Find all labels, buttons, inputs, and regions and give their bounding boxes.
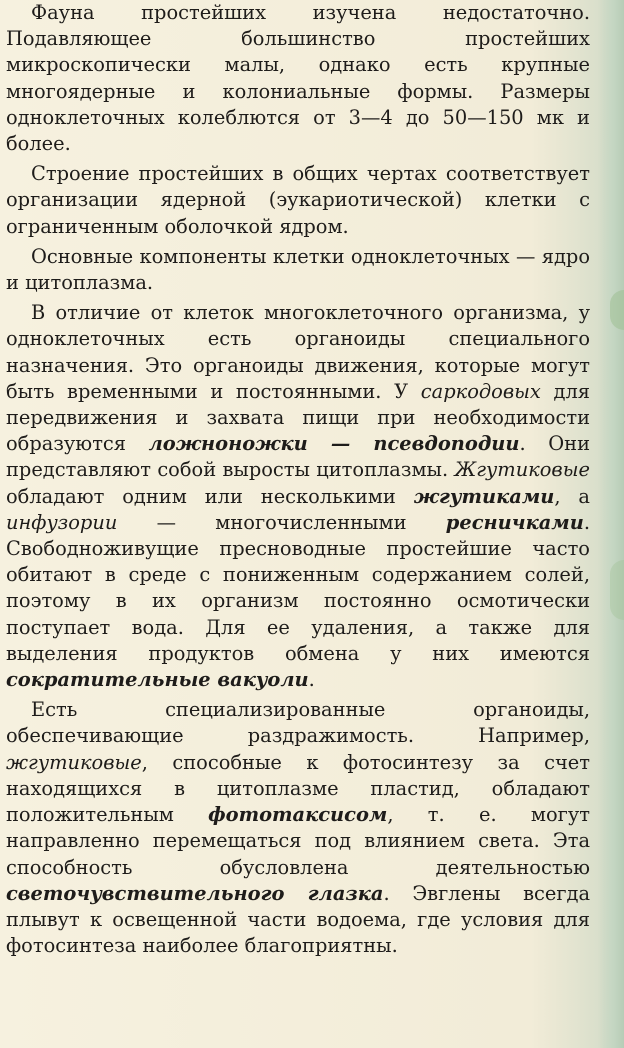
edge-decoration [610,560,624,620]
text-run: , способные к фотосинтезу за счет находящихся в цитоплазме пластид, обладают положительным [6,750,590,827]
body-text [6,0,590,963]
italic-term: саркодовых [420,379,541,403]
paragraph-organelles [6,300,590,693]
page-edge-next-page [598,0,624,1048]
edge-decoration [610,290,624,330]
italic-term: инфузории [6,510,118,534]
text-run: . Они представляют собой выросты цитоплазмы. [6,432,590,482]
text-run: В отличие от клеток многоклеточного организма, у одноклеточных есть органоиды специального назначения. Это органоиды движения, которые могут быть временными и постоянными. У [6,301,590,403]
text-run: . Эвглены всегда плывут к освещенной части водоема, где условия для фотосинтеза наиболее благоприятны. [6,881,591,958]
key-term: ложноножки — псевдоподии [148,432,520,456]
text-run: обладают одним или несколькими [6,484,414,508]
paragraph-fauna [6,0,590,157]
italic-term: Жгутиковые [454,458,590,482]
text-run: Есть специализированные органоиды, обеспечивающие раздражимость. Например, [6,698,590,748]
key-term: фототаксисом [208,803,388,827]
key-term: светочувствительного глазка [6,881,384,905]
text-run: Фауна простейших изучена недостаточно. Подавляющее большинство простейших микроскопически малы, однако есть крупные многоядерные и колониальные формы. Размеры одноклеточных колеблются от 3—4 до 50—150 мк и более. [6,1,590,156]
key-term: ресничками [445,510,584,534]
text-run: , т. е. могут направленно перемещаться под влиянием света. Эта способность обусловлена деятельностью [6,803,590,879]
paragraph-irritability [6,697,590,959]
text-run: , а [554,484,590,508]
text-run: . Свободноживущие пресноводные простейшие часто обитают в среде с пониженным содержанием солей, поэтому в их организм постоянно осмотически поступает вода. Для ее удаления, а также для выделения продуктов обмена у них имеются [6,510,590,665]
italic-term: жгутиковые [6,750,142,774]
text-run: — многочисленными [117,510,446,534]
text-run: Основные компоненты клетки одноклеточных — ядро и цитоплазма. [6,244,590,295]
text-run: Строение простейших в общих чертах соответствует организации ядерной (эукариотической) клетки с ограниченным оболочкой ядром. [6,162,590,238]
paragraph-structure [6,161,590,240]
text-run: . [308,668,315,692]
text-run: для передвижения и захвата пищи при необходимости образуются [6,379,591,456]
key-term: сократительные вакуоли [6,668,309,692]
paragraph-components [6,244,590,296]
key-term: жгутиками [413,484,555,508]
